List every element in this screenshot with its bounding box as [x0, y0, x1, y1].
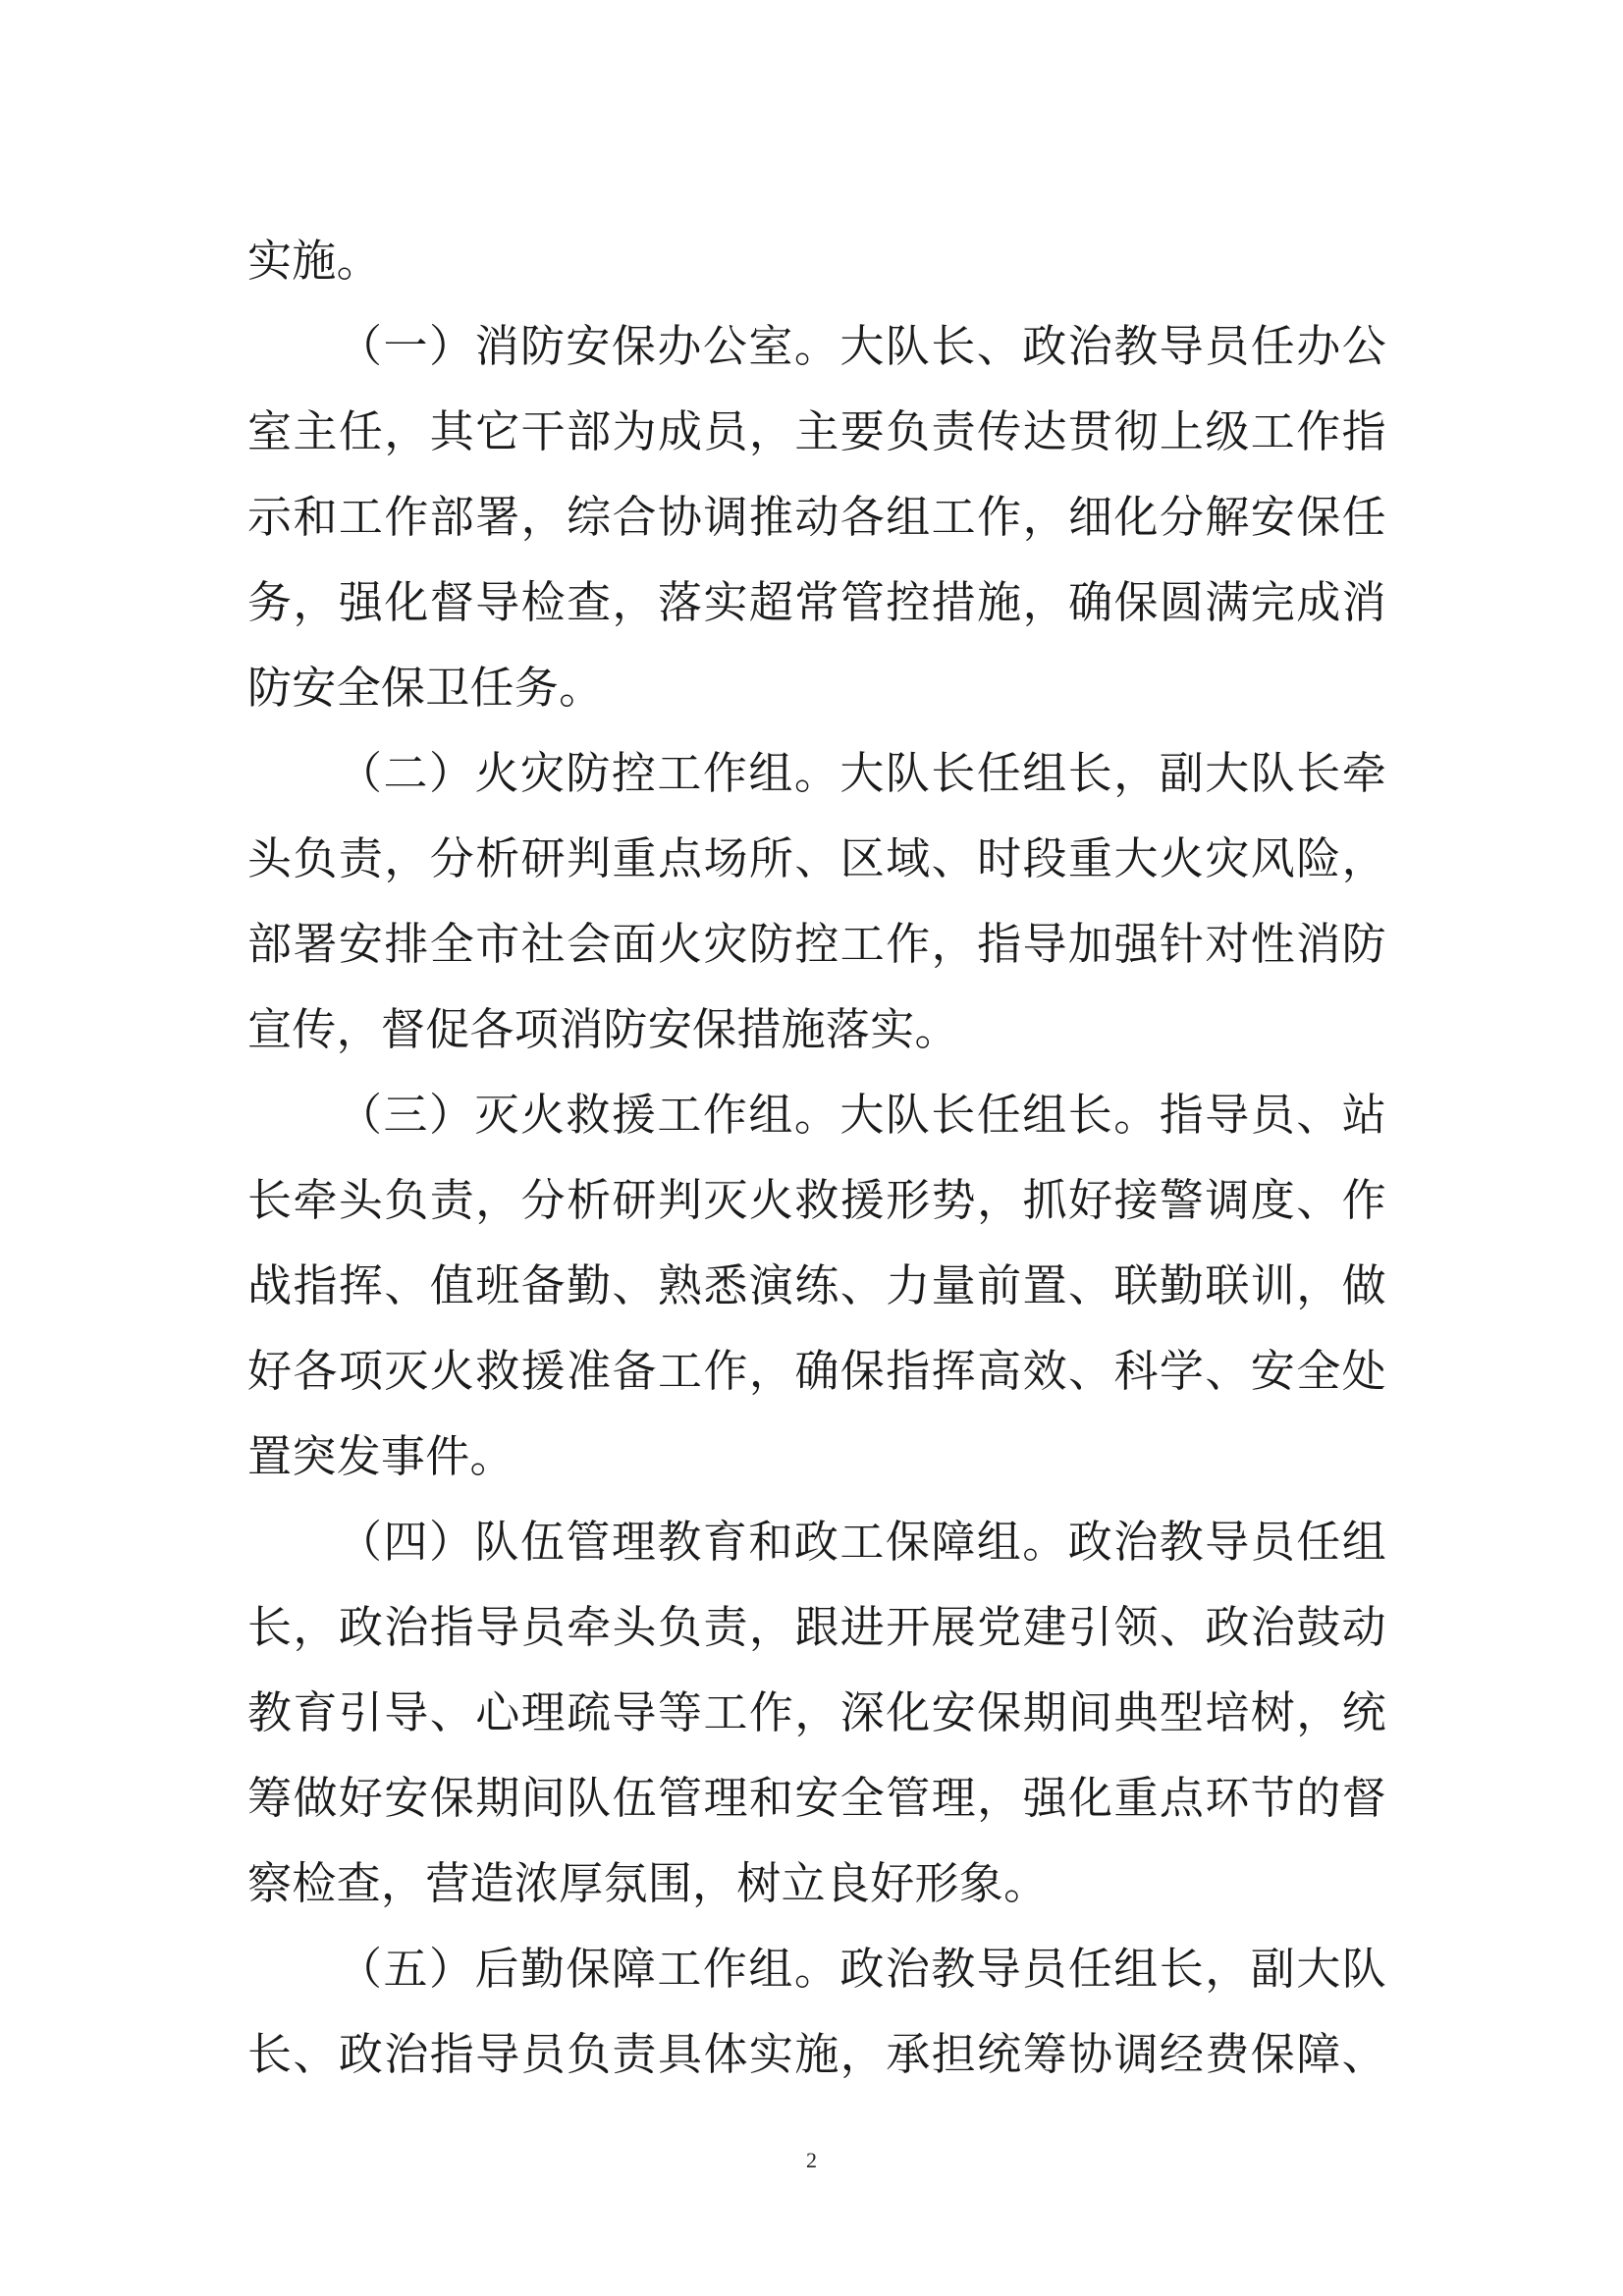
text-line: 防安全保卫任务。	[247, 662, 604, 714]
text-line: 战指挥、值班备勤、熟悉演练、力量前置、联勤联训，做	[247, 1259, 1386, 1311]
text-line: （二）火灾防控工作组。大队长任组长，副大队长牵	[338, 747, 1386, 799]
text-line: 宣传，督促各项消防安保措施落实。	[247, 1003, 959, 1055]
text-line: 长、政治指导员负责具体实施，承担统筹协调经费保障、	[247, 2028, 1386, 2080]
text-line: 头负责，分析研判重点场所、区域、时段重大火灾风险，	[247, 832, 1386, 884]
text-line: （一）消防安保办公室。大队长、政治教导员任办公	[338, 320, 1386, 372]
text-line: 察检查，营造浓厚氛围，树立良好形象。	[247, 1857, 1049, 1909]
body-text	[247, 218, 1386, 2097]
text-line: （五）后勤保障工作组。政治教导员任组长，副大队	[338, 1943, 1386, 1995]
text-line: （四）队伍管理教育和政工保障组。政治教导员任组	[338, 1516, 1386, 1568]
text-line: 室主任，其它干部为成员，主要负责传达贯彻上级工作指	[247, 405, 1386, 457]
text-line: 筹做好安保期间队伍管理和安全管理，强化重点环节的督	[247, 1772, 1386, 1824]
page-number: 2	[806, 2148, 817, 2172]
text-line: （三）灭火救援工作组。大队长任组长。指导员、站	[338, 1089, 1386, 1141]
text-line: 教育引导、心理疏导等工作，深化安保期间典型培树，统	[247, 1686, 1386, 1738]
text-line: 务，强化督导检查，落实超常管控措施，确保圆满完成消	[247, 576, 1386, 628]
text-line: 实施。	[247, 235, 381, 287]
text-line: 好各项灭火救援准备工作，确保指挥高效、科学、安全处	[247, 1345, 1386, 1397]
text-line: 置突发事件。	[247, 1430, 514, 1482]
text-line: 示和工作部署，综合协调推动各组工作，细化分解安保任	[247, 491, 1386, 543]
text-line: 长牵头负责，分析研判灭火救援形势，抓好接警调度、作	[247, 1174, 1386, 1226]
text-line: 长，政治指导员牵头负责，跟进开展党建引领、政治鼓动	[247, 1601, 1386, 1653]
text-line: 部署安排全市社会面火灾防控工作，指导加强针对性消防	[247, 918, 1386, 970]
